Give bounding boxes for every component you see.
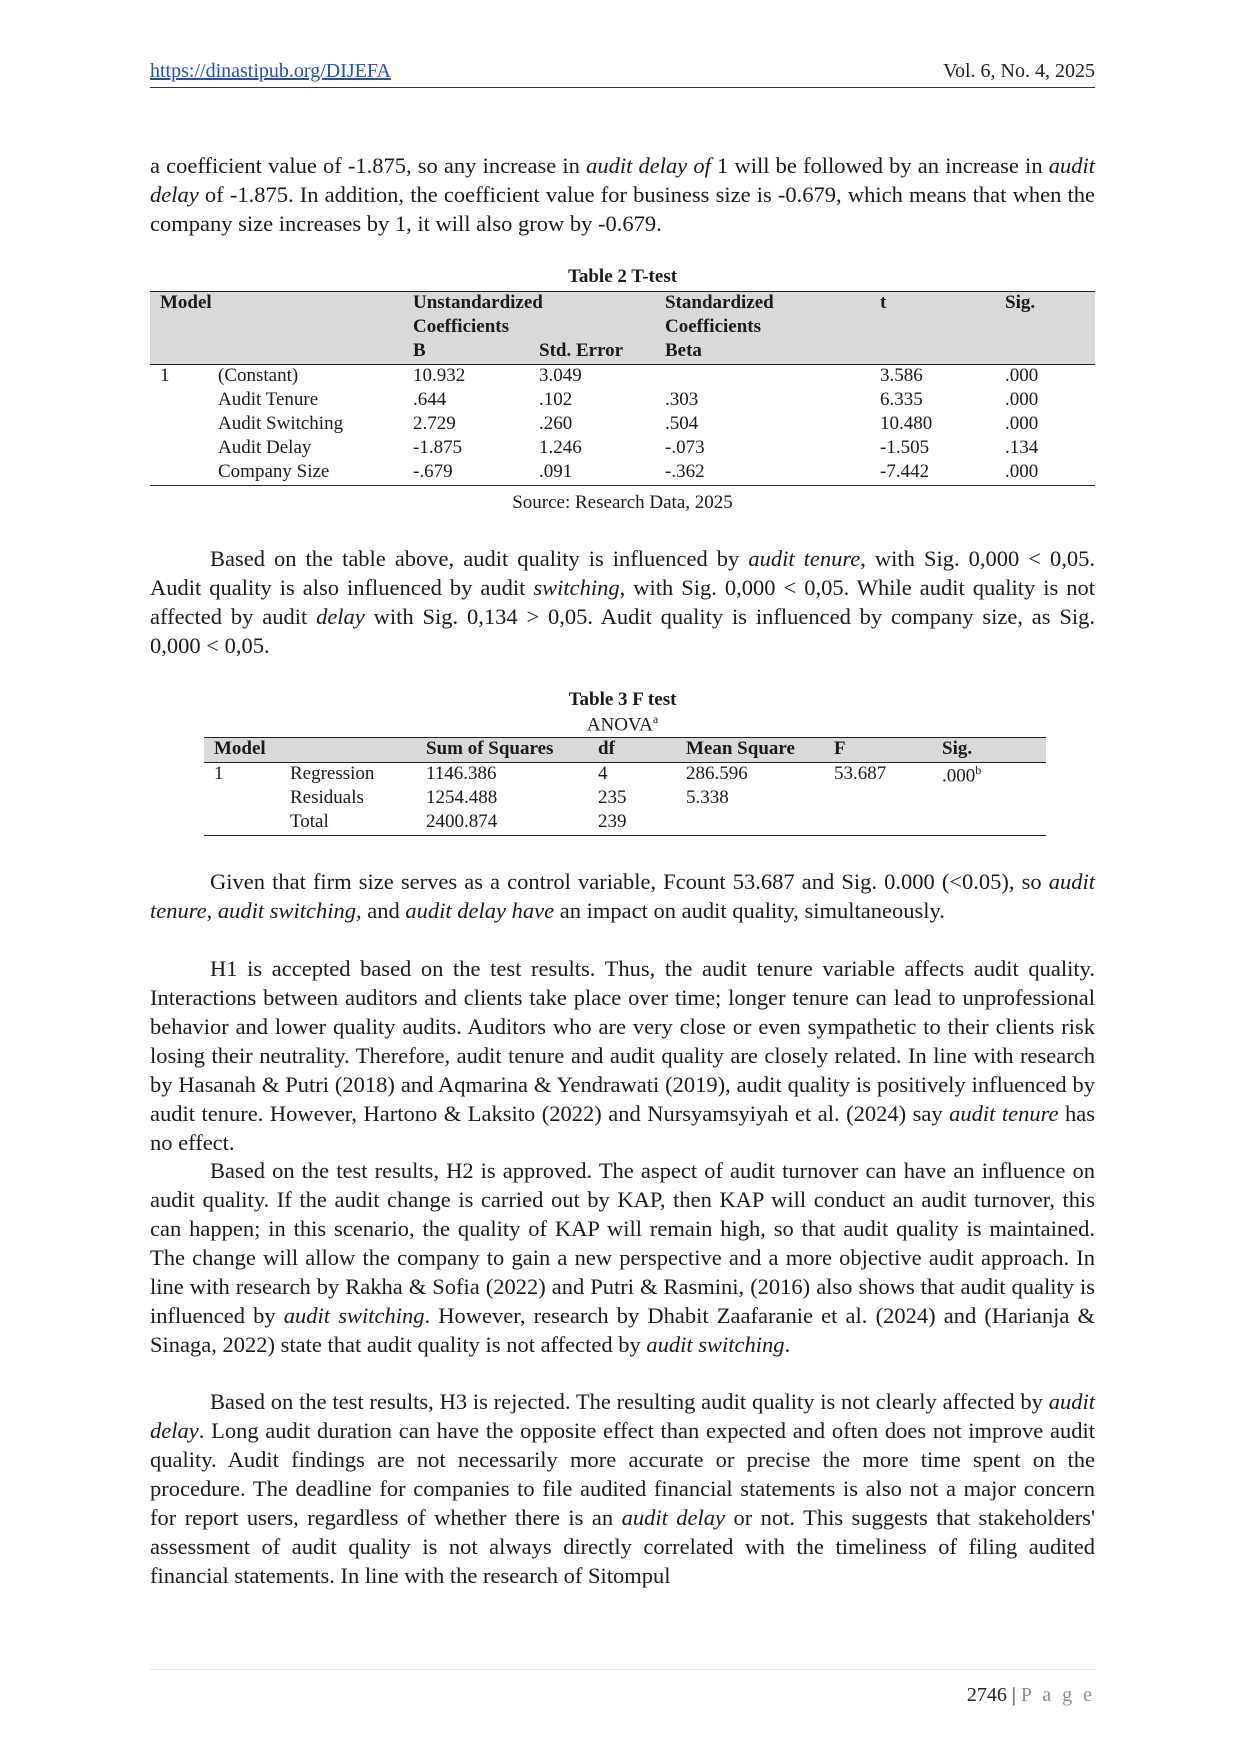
header-beta: Beta [655,340,870,365]
header-df: df [588,738,676,763]
table2-source: Source: Research Data, 2025 [512,492,733,513]
table3-subcaption: ANOVA$^a$ [586,712,659,736]
header-sig: Sig. [995,292,1095,317]
t-test-result-paragraph: Based on the table above, audit quality is influenced by audit tenure, with Sig. 0,000 < 0,05. Audit quality is also influenced by audit switching, with Sig. 0,000 < 0,05. While audit quality is not affected by audit delay with Sig. 0,134 > 0,05. Audit quality is influenced by company size, as Sig. 0,000 < 0,05. [150,546,1096,658]
table-row: Audit Delay -1.875 1.246 -.073 -1.505 .134 [218,437,1039,458]
page-header [150,60,1095,90]
page-footer: 2746 | P a g e [966,1684,1095,1706]
header-model: Model [150,292,403,317]
table-header-row [150,316,1095,340]
header-divider [150,87,1095,88]
journal-link[interactable]: https://dinastipub.org/DIJEFA [150,60,391,82]
page-number: 2746 [966,1684,1007,1706]
h1-paragraph: H1 is accepted based on the test results. Thus, the audit tenure variable affects audit quality. Interactions between auditors and clients take place over time; longer tenure can lead to unprofessional behavior and lower quality audits. Auditors who are very close or even sympathetic to their clients risk losing their neutrality. Therefore, audit tenure and audit quality are closely related. In line with research by Hasanah & Putri (2018) and Aqmarina & Yendrawati (2019), audit quality is positively influenced by audit tenure. However, Hartono & Laksito (2022) and Nursyamsyiyah et al. (2024) say audit tenure has no effect. [150,956,1095,1155]
header-sig: Sig. [932,738,1046,763]
header-f: F [824,738,932,763]
header-unstandardized: Unstandardized [403,292,655,317]
f-test-result-paragraph: Given that firm size serves as a control variable, Fcount 53.687 and Sig. 0.000 (<0.05), so audit tenure, audit switching, and audit delay have an impact on audit quality, simultaneously. [150,869,1095,923]
header-mean-square: Mean Square [676,738,824,763]
table-row: Residuals 1254.488 235 5.338 [290,787,729,809]
header-model: Model [204,738,416,763]
header-sum-of-squares: Sum of Squares [416,738,588,763]
header-std-error: Std. Error [529,340,655,365]
footer-divider [150,1669,1095,1670]
header-t: t [870,292,995,317]
table-row: 1 Regression 1146.386 4 286.596 53.687 .000$^b$ [214,763,982,787]
table3-caption: Table 3 F test [568,689,677,710]
table-row: 1 (Constant) 10.932 3.049 3.586 .000 [160,365,1039,386]
h3-paragraph: Based on the test results, H3 is rejected. The resulting audit quality is not clearly affected by audit delay. Long audit duration can have the opposite effect than expected and often does not improve audit quality. Audit findings are not necessarily more accurate or precise the more time spent on the procedure. The deadline for companies to file audited financial statements is also not a major concern for report users, regardless of whether there is an audit delay or not. This suggests that stakeholders' assessment of audit quality is not always directly correlated with the timeliness of filing audited financial statements. In line with the research of Sitompul [150,1389,1095,1588]
h2-paragraph: Based on the test results, H2 is approved. The aspect of audit turnover can have an influence on audit quality. If the audit change is carried out by KAP, then KAP will conduct an audit turnover, this can happen; in this scenario, the quality of KAP will remain high, so that audit quality is maintained. The change will allow the company to gain a new perspective and a more objective audit approach. In line with research by Rakha & Sofia (2022) and Putri & Rasmini, (2016) also shows that audit quality is influenced by audit switching. However, research by Dhabit Zaafaranie et al. (2024) and (Harianja & Sinaga, 2022) state that audit quality is not affected by audit switching. [150,1158,1095,1357]
table-header-row [204,738,1046,763]
table-row: Audit Switching 2.729 .260 .504 10.480 .000 [218,413,1039,434]
table-header-row [150,292,1095,317]
table-row: Total 2400.874 239 [204,811,1046,836]
header-standardized: Standardized [655,292,870,317]
table-row: Company Size -.679 .091 -.362 -7.442 .000 [150,461,1095,486]
table2-caption: Table 2 T-test [567,266,678,287]
page-word: P a g e [1020,1684,1095,1706]
header-b: B [403,340,529,365]
volume-info: Vol. 6, No. 4, 2025 [943,60,1095,82]
header-standardized-2: Coefficients [655,316,870,340]
table-row: Audit Tenure .644 .102 .303 6.335 .000 [218,389,1039,410]
f-test-table [204,737,1046,836]
table-header-row [150,340,1095,365]
header-unstandardized-2: Coefficients [403,316,655,340]
intro-paragraph: a coefficient value of -1.875, so any increase in audit delay of 1 will be followed by an increase in audit delay of -1.875. In addition, the coefficient value for business size is -0.679, which means that when the company size increases by 1, it will also grow by -0.679. [150,153,1095,236]
t-test-table [150,291,1095,486]
